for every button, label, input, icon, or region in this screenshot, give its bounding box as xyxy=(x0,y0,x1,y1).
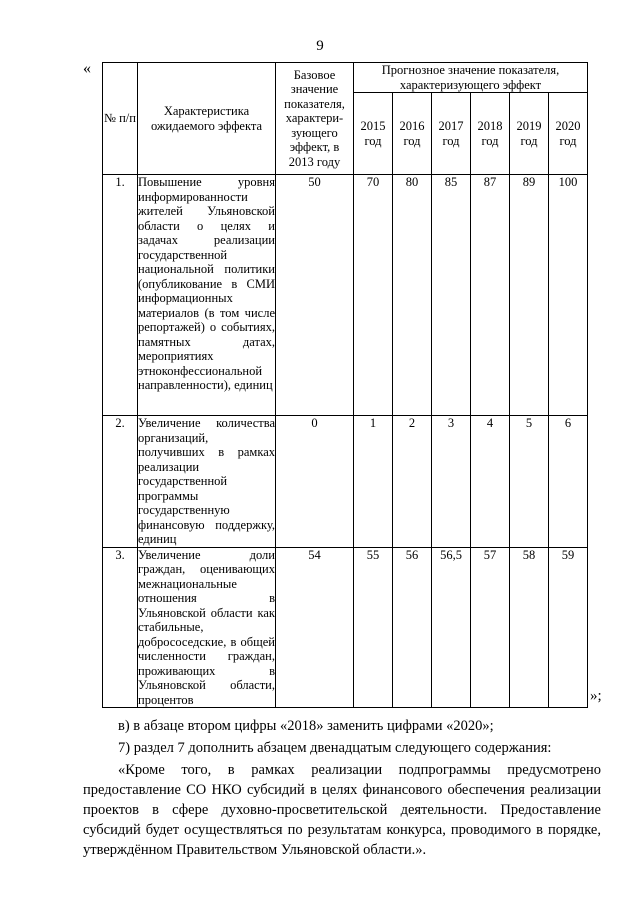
page-number: 9 xyxy=(316,38,324,54)
row-description: Увеличение количества организаций, получивших в рамках реализации государственной программы государственную финансовую поддержку, единиц xyxy=(138,416,275,546)
value-2018-cell: 57 xyxy=(471,547,510,708)
base-value-cell: 0 xyxy=(276,416,354,548)
value-2020-cell: 6 xyxy=(549,416,588,548)
header-row-number: № п/п xyxy=(103,63,138,175)
value-2019-cell: 5 xyxy=(510,416,549,548)
value-2019-cell: 58 xyxy=(510,547,549,708)
row-number: 3. xyxy=(103,547,138,708)
value-2015-cell: 70 xyxy=(354,175,393,416)
value-2016-cell: 80 xyxy=(393,175,432,416)
base-value-cell: 54 xyxy=(276,547,354,708)
closing-quote-mark: »; xyxy=(590,688,602,704)
row-number: 2. xyxy=(103,416,138,548)
header-year-2015: 2015 год xyxy=(354,93,393,175)
header-year-2020: 2020 год xyxy=(549,93,588,175)
value-2019-cell: 89 xyxy=(510,175,549,416)
value-2018-cell: 87 xyxy=(471,175,510,416)
header-year-2019: 2019 год xyxy=(510,93,549,175)
header-year-2018: 2018 год xyxy=(471,93,510,175)
amendment-paragraph-7: 7) раздел 7 дополнить абзацем двенадцатым следующего содержания: xyxy=(118,740,552,756)
header-characteristic: Характеристика ожидаемого эффекта xyxy=(138,63,276,175)
quoted-new-paragraph: «Кроме того, в рамках реализации подпрограммы предусмотрено предоставление СО НКО субсидий в целях финансового обеспечения реализации проектов в сфере духовно-просветительской деятельности. Предоставление субсидий будет осуществляться по результатам конкурса, проводимого в порядке, утверждённом Правительством Ульяновской области.». xyxy=(83,762,601,858)
row-description: Увеличение доли граждан, оценивающих межнациональные отношения в Ульяновской области как стабильные, добрососедские, в общей численности граждан, проживающих в Ульяновской области, процентов xyxy=(138,547,275,707)
value-2020-cell: 59 xyxy=(549,547,588,708)
value-2020-cell: 100 xyxy=(549,175,588,416)
table-row xyxy=(103,416,588,548)
header-year-2017: 2017 год xyxy=(432,93,471,175)
value-2016-cell: 56 xyxy=(393,547,432,708)
value-2017-cell: 85 xyxy=(432,175,471,416)
amendment-paragraph-v: в) в абзаце втором цифры «2018» заменить цифрами «2020»; xyxy=(118,718,494,734)
row-description: Повышение уровня информированности жителей Ульяновской области о целях и задачах реализации государственной национальной политики (опубликование в СМИ информационных материалов (в том числе репортажей) о событиях, памятных датах, мероприятиях этноконфессиональной направленности), единиц xyxy=(138,175,276,416)
opening-quote-mark: « xyxy=(83,60,91,77)
value-2018-cell: 4 xyxy=(471,416,510,548)
header-base-value: Базовое значение показателя, характери-зующего эффект, в 2013 году xyxy=(276,63,354,175)
table-row xyxy=(103,175,588,416)
value-2015-cell: 1 xyxy=(354,416,393,548)
base-value-cell: 50 xyxy=(276,175,354,416)
value-2017-cell: 56,5 xyxy=(432,547,471,708)
value-2016-cell: 2 xyxy=(393,416,432,548)
row-number: 1. xyxy=(103,175,138,416)
value-2017-cell: 3 xyxy=(432,416,471,548)
table-row xyxy=(103,547,588,708)
value-2015-cell: 55 xyxy=(354,547,393,708)
header-year-2016: 2016 год xyxy=(393,93,432,175)
header-forecast-value: Прогнозное значение показателя, характеризующего эффект xyxy=(354,63,588,93)
expected-effects-table xyxy=(102,62,588,708)
